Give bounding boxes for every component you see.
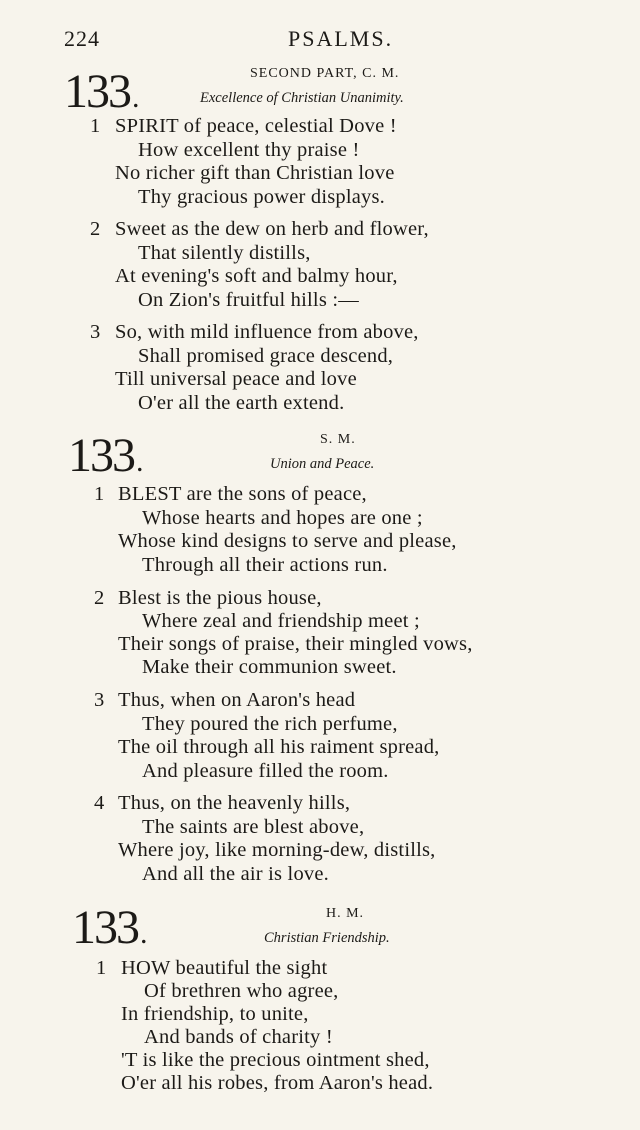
hymn-subtitle: Christian Friendship.: [264, 930, 390, 946]
verse-line: At evening's soft and balmy hour,: [115, 265, 398, 287]
verse-line: So, with mild influence from above,: [115, 321, 419, 343]
verse-number: 1: [94, 483, 105, 505]
hymn-number: 133.: [72, 901, 146, 954]
verse-line: Whose kind designs to serve and please,: [118, 530, 457, 552]
verse-line: And all the air is love.: [142, 863, 329, 885]
verse-line: Shall promised grace descend,: [138, 345, 394, 367]
verse-line: And pleasure filled the room.: [142, 760, 389, 782]
verse-line: Till universal peace and love: [115, 368, 357, 390]
verse-line: Thus, on the heavenly hills,: [118, 792, 351, 814]
hymn-number: 133.: [64, 65, 138, 118]
verse-line: O'er all his robes, from Aaron's head.: [121, 1072, 434, 1094]
verse-line: The oil through all his raiment spread,: [118, 736, 440, 758]
verse-number: 4: [94, 792, 105, 814]
verse-line: Where zeal and friendship meet ;: [142, 610, 420, 632]
page-number: 224: [64, 26, 100, 51]
hymn-subtitle: Excellence of Christian Unanimity.: [200, 90, 404, 106]
verse-line: Sweet as the dew on herb and flower,: [115, 218, 429, 240]
hymn-number: 133.: [68, 429, 142, 482]
hymn-subtitle: Union and Peace.: [270, 456, 375, 472]
verse-line: Thy gracious power displays.: [138, 186, 385, 208]
verse-line: BLEST are the sons of peace,: [118, 483, 367, 505]
verse-line: That silently distills,: [138, 242, 311, 264]
verse-line: Thus, when on Aaron's head: [118, 689, 356, 711]
running-title: PSALMS.: [288, 26, 394, 51]
verse-line: Make their communion sweet.: [142, 656, 397, 678]
verse-number: 1: [96, 957, 107, 979]
verse-line: On Zion's fruitful hills :—: [138, 289, 359, 311]
verse-line: Blest is the pious house,: [118, 587, 322, 609]
hymn-meter: H. M.: [326, 906, 365, 921]
verse-number: 3: [94, 689, 105, 711]
page-header: [0, 26, 640, 56]
verse-line: They poured the rich perfume,: [142, 713, 398, 735]
verse-line: Where joy, like morning-dew, distills,: [118, 839, 436, 861]
verse-line: Their songs of praise, their mingled vows,: [118, 633, 473, 655]
verse-line: SPIRIT of peace, celestial Dove !: [115, 115, 397, 137]
verse-number: 1: [90, 115, 101, 137]
verse-line: Of brethren who agree,: [144, 980, 339, 1002]
verse-number: 3: [90, 321, 101, 343]
hymn-meter: SECOND PART, C. M.: [250, 66, 400, 81]
verse-line: The saints are blest above,: [142, 816, 365, 838]
verse-number: 2: [94, 587, 105, 609]
verse-line: 'T is like the precious ointment shed,: [121, 1049, 430, 1071]
verse-line: HOW beautiful the sight: [121, 957, 328, 979]
hymn-meter: S. M.: [320, 432, 356, 447]
verse-line: O'er all the earth extend.: [138, 392, 345, 414]
verse-line: No richer gift than Christian love: [115, 162, 395, 184]
verse-number: 2: [90, 218, 101, 240]
verse-line: Through all their actions run.: [142, 554, 388, 576]
verse-line: And bands of charity !: [144, 1026, 333, 1048]
verse-line: Whose hearts and hopes are one ;: [142, 507, 423, 529]
verse-line: In friendship, to unite,: [121, 1003, 309, 1025]
verse-line: How excellent thy praise !: [138, 139, 360, 161]
